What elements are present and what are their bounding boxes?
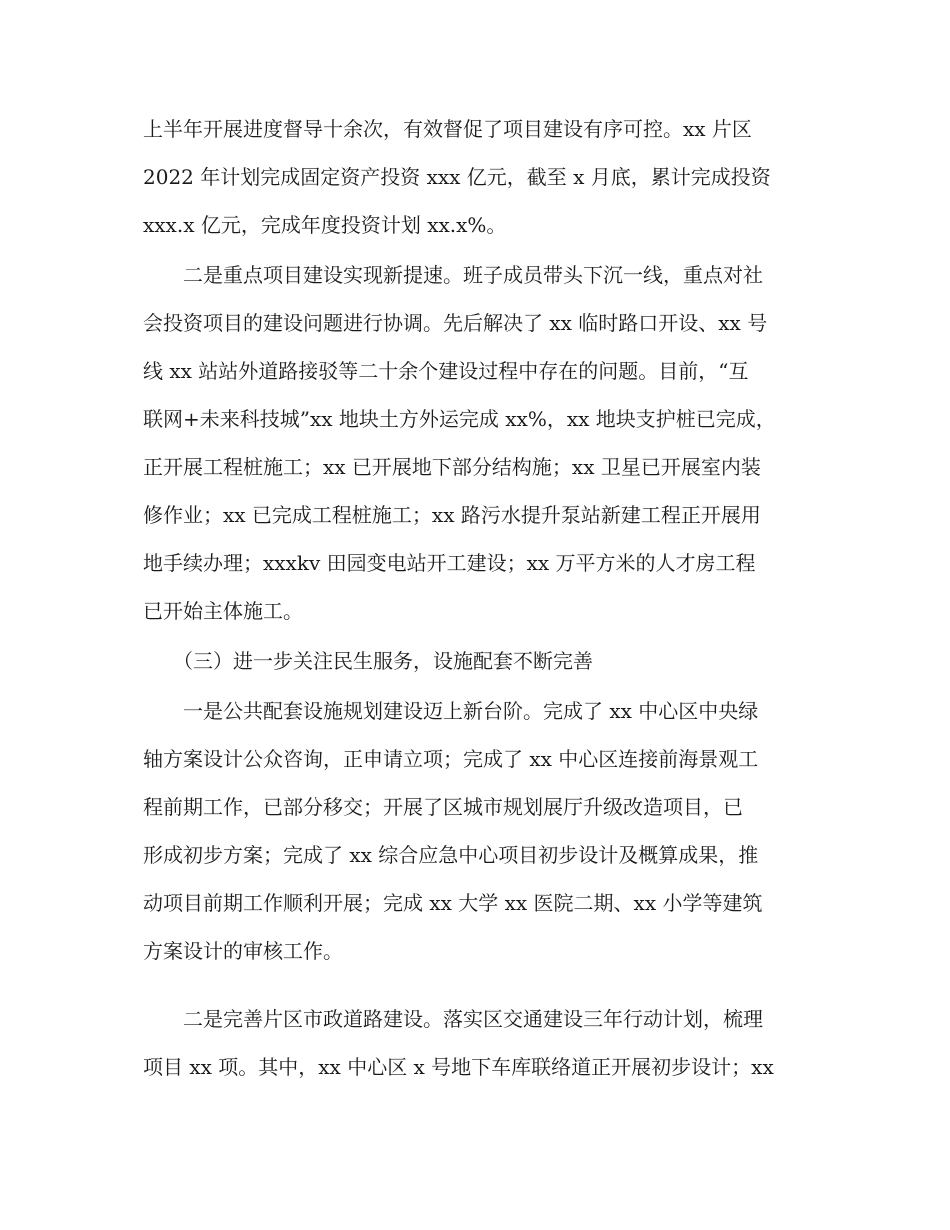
text-line: 地手续办理；xxxkv 田园变电站开工建设；xx 万平方米的人才房工程 bbox=[143, 551, 756, 575]
text-line: 形成初步方案；完成了 xx 综合应急中心项目初步设计及概算成果，推 bbox=[143, 843, 759, 867]
text-line: xxx.x 亿元，完成年度投资计划 xx.x%。 bbox=[143, 213, 507, 237]
text-line: 会投资项目的建设问题进行协调。先后解决了 xx 临时路口开设、xx 号 bbox=[143, 311, 768, 335]
text-line: 二是完善片区市政道路建设。落实区交通建设三年行动计划，梳理 bbox=[183, 1007, 763, 1031]
text-line: 程前期工作，已部分移交；开展了区城市规划展厅升级改造项目，已 bbox=[143, 795, 743, 819]
text-line: 联网+未来科技城”xx 地块土方外运完成 xx%，xx 地块支护桩已完成， bbox=[143, 407, 776, 431]
text-line: 二是重点项目建设实现新提速。班子成员带头下沉一线，重点对社 bbox=[183, 263, 763, 287]
text-line: 线 xx 站站外道路接驳等二十余个建设过程中存在的问题。目前，“互 bbox=[143, 359, 749, 383]
text-line: 一是公共配套设施规划建设迈上新台阶。完成了 xx 中心区中央绿 bbox=[183, 699, 759, 723]
text-line: 修作业；xx 已完成工程桩施工；xx 路污水提升泵站新建工程正开展用 bbox=[143, 503, 761, 527]
text-line: 正开展工程桩施工；xx 已开展地下部分结构施；xx 卫星已开展室内装 bbox=[143, 455, 761, 479]
section-heading: （三）进一步关注民生服务，设施配套不断完善 bbox=[173, 649, 593, 673]
text-line: 上半年开展进度督导十余次，有效督促了项目建设有序可控。xx 片区 bbox=[143, 117, 752, 141]
text-line: 动项目前期工作顺利开展；完成 xx 大学 xx 医院二期、xx 小学等建筑 bbox=[143, 891, 763, 915]
text-line: 轴方案设计公众咨询，正申请立项；完成了 xx 中心区连接前海景观工 bbox=[143, 747, 759, 771]
text-line: 方案设计的审核工作。 bbox=[143, 939, 343, 963]
text-line: 项目 xx 项。其中，xx 中心区 x 号地下车库联络道正开展初步设计；xx bbox=[143, 1055, 774, 1079]
text-line: 已开始主体施工。 bbox=[143, 599, 303, 623]
text-line: 2022 年计划完成固定资产投资 xxx 亿元，截至 x 月底，累计完成投资 bbox=[143, 165, 771, 189]
